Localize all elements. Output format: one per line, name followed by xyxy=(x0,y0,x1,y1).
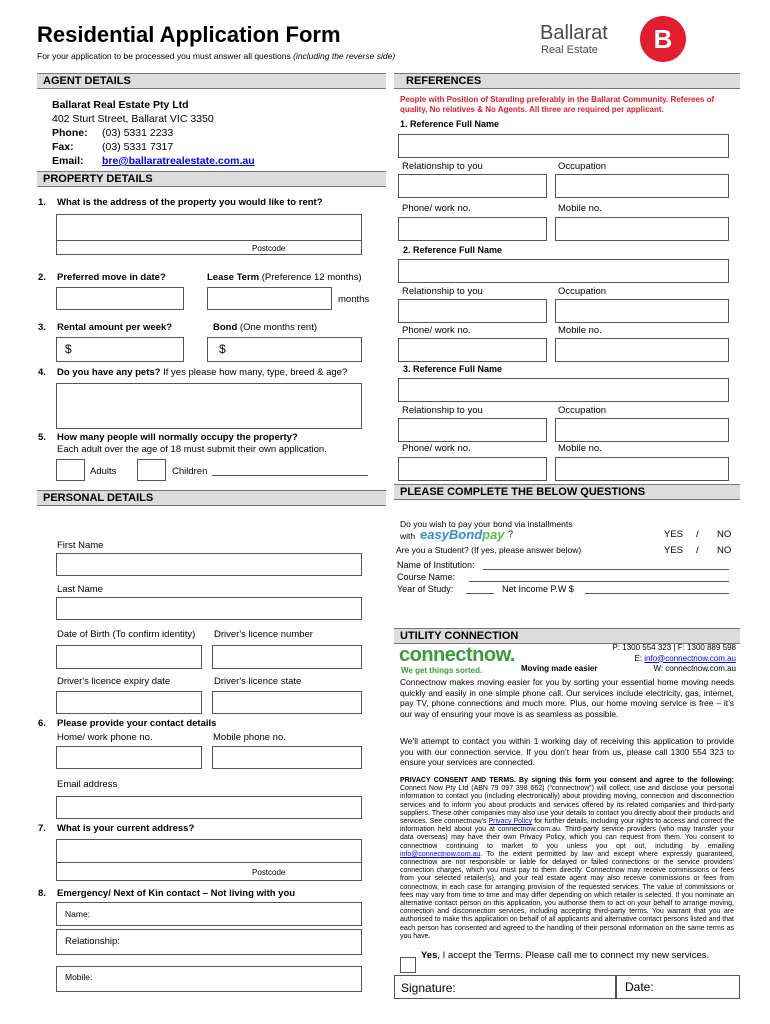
question-mark: ? xyxy=(508,529,514,539)
ref1-phone-input[interactable] xyxy=(398,217,547,241)
income-label: Net Income P.W $ xyxy=(502,584,574,594)
bond-yes[interactable]: YES xyxy=(664,529,684,540)
ref1-occupation-input[interactable] xyxy=(555,174,729,198)
utility-paragraph-1: Connectnow makes moving easier for you by sorting your essential home moving needs quickly and easily in one simple phone call. Our services include electricity, gas, internet, pay TV, phone connections and much more. Plus, our home moving service is free – it’s our way of ensuring your move is as seamless as possible. xyxy=(400,677,734,719)
bond-input[interactable] xyxy=(207,337,362,362)
mobile-phone-input[interactable] xyxy=(212,746,362,769)
q3-label: Rental amount per week? xyxy=(57,322,173,333)
home-phone-input[interactable] xyxy=(56,746,202,769)
course-label: Course Name: xyxy=(397,572,456,582)
ref2-phone-label: Phone/ work no. xyxy=(402,325,471,336)
ref1-mobile-input[interactable] xyxy=(555,217,729,241)
bond-slash: / xyxy=(696,529,699,540)
agent-fax-label: Fax: xyxy=(52,141,74,153)
divider xyxy=(56,862,362,863)
ref1-occupation-label: Occupation xyxy=(558,161,607,172)
dob-input[interactable] xyxy=(56,645,202,669)
connectnow-email-link[interactable]: info@connectnow.com.au xyxy=(644,653,736,663)
income-input[interactable] xyxy=(585,593,729,594)
bond-no[interactable]: NO xyxy=(717,529,732,540)
current-address-input[interactable] xyxy=(56,839,362,881)
signature-label: Signature: xyxy=(401,981,456,995)
moving-made-easier: Moving made easier xyxy=(521,664,598,673)
children-line xyxy=(212,475,368,476)
student-no[interactable]: NO xyxy=(717,545,732,556)
student-slash: / xyxy=(696,545,699,556)
q5-label: How many people will normally occupy the property? xyxy=(57,432,298,443)
divider xyxy=(56,240,362,241)
agent-fax: (03) 5331 7317 xyxy=(102,141,174,153)
personal-details-heading: PERSONAL DETAILS xyxy=(37,490,386,506)
name-label: Name: xyxy=(65,909,91,919)
ref3-relationship-label: Relationship to you xyxy=(402,405,483,416)
date-input[interactable] xyxy=(616,975,740,999)
q4-number: 4. xyxy=(38,367,46,378)
q8-label: Emergency/ Next of Kin contact – Not living with you xyxy=(57,888,296,899)
references-heading: REFERENCES xyxy=(394,73,740,89)
with-label: with xyxy=(400,531,416,541)
q4-label: Do you have any pets? If yes please how many, type, breed & age? xyxy=(57,367,348,378)
logo-letter: B xyxy=(653,24,673,54)
accept-terms-label: Yes, I accept the Terms. Please call me to connect my new services. xyxy=(421,950,710,961)
ref2-relationship-label: Relationship to you xyxy=(402,286,483,297)
institution-label: Name of Institution: xyxy=(397,560,475,570)
lease-term-input[interactable] xyxy=(207,287,332,310)
mobile-label: Mobile: xyxy=(65,972,93,982)
ref2-mobile-input[interactable] xyxy=(555,338,729,362)
student-question: Are you a Student? (If yes, please answer below) xyxy=(396,545,582,555)
postcode-label: Postcode xyxy=(252,868,286,877)
last-name-input[interactable] xyxy=(56,597,362,620)
licence-state-input[interactable] xyxy=(212,691,362,714)
months-label: months xyxy=(338,294,370,305)
emergency-mobile-input[interactable] xyxy=(56,966,362,992)
children-label: Children xyxy=(172,466,208,477)
q1-label: What is the address of the property you would like to rent? xyxy=(57,197,323,208)
student-yes[interactable]: YES xyxy=(664,545,684,556)
q6-number: 6. xyxy=(38,718,46,729)
licence-number-input[interactable] xyxy=(212,645,362,669)
home-phone-label: Home/ work phone no. xyxy=(57,732,153,743)
privacy-policy-link[interactable]: Privacy Policy xyxy=(488,818,533,826)
agent-phone-label: Phone: xyxy=(52,127,88,139)
agent-phone: (03) 5331 2233 xyxy=(102,127,174,139)
last-name-label: Last Name xyxy=(57,584,103,595)
dollar-sign: $ xyxy=(65,342,72,356)
dob-label: Date of Birth (To confirm identity) xyxy=(57,629,196,640)
course-input[interactable] xyxy=(469,581,729,582)
bond-label: Bond (One months rent) xyxy=(213,322,318,333)
date-label: Date: xyxy=(625,980,654,994)
ref2-occupation-input[interactable] xyxy=(555,299,729,323)
q1-number: 1. xyxy=(38,197,46,208)
emergency-name-input[interactable] xyxy=(56,902,362,926)
q7-number: 7. xyxy=(38,823,46,834)
form-subtitle: For your application to be processed you must answer all questions (including the reverse side) xyxy=(37,51,396,61)
ref2-phone-input[interactable] xyxy=(398,338,547,362)
postcode-label: Postcode xyxy=(252,244,286,253)
ref3-name-input[interactable] xyxy=(398,378,729,402)
contact-phone-fax: P: 1300 554 323 | F: 1300 889 598 xyxy=(612,643,736,652)
privacy-terms: PRIVACY CONSENT AND TERMS. By signing this form you consent and agree to the following: Connect Now Pty Ltd (ABN 79 097 398 662) (“connectnow”) will collect, use and disclose your personal information to contact you (including electronically) about providing moving, connection and disconnection services and to inform you about products and services offered by its related companies and third-party suppliers. These other companies may also use your details to contact you directly about their products and services. See connectnow’s Privacy Policy for further details, including your rights to access and correct the information held about you at connectnow.com.au. Third-party service providers (who may transfer your data overseas) may have their own Privacy Policy, which you can request from them. You consent to connectnow continuing to market to you unless you opt out, including by emailing info@connectnow.com.au. To the extent permitted by law and except where expressly guaranteed, connectnow are not responsible or liable for delayed or failed connections or the service providers’ connection charges, which you must pay to them directly. Connectnow may receive commissions or fees from your selected retailer(s), and your real estate agent may also receive commissions or fees from connectnow, in each case for arranging provision of the requested services. The value of commissions or fees may vary from time to time and may differ depending on which retailer is selected. If you nominate an alternative contact person on this application, you authorise them to act on your behalf to arrange moving, connection and disconnection services, including accepting third-party terms. You warrant that you are authorised to make this application on behalf of all applicants and alternative contact persons listed and that each person has consented and agreed to the handling of their personal information on the same terms as you have. xyxy=(400,777,735,940)
agent-details-heading: AGENT DETAILS xyxy=(37,73,386,89)
q5-number: 5. xyxy=(38,432,46,443)
ref2-occupation-label: Occupation xyxy=(558,286,607,297)
bond-installments-question: Do you wish to pay your bond via installments xyxy=(400,519,573,529)
agent-email-link[interactable]: bre@ballaratrealestate.com.au xyxy=(102,155,255,167)
relationship-label: Relationship: xyxy=(65,936,120,947)
connectnow-logo: connectnow. xyxy=(399,644,515,666)
agent-details xyxy=(52,98,255,168)
ref2-label: 2. Reference Full Name xyxy=(403,245,503,255)
first-name-input[interactable] xyxy=(56,553,362,576)
accept-terms-checkbox[interactable] xyxy=(400,957,416,973)
agent-email-label: Email: xyxy=(52,155,84,167)
ref1-relationship-label: Relationship to you xyxy=(402,161,483,172)
ref2-mobile-label: Mobile no. xyxy=(558,325,602,336)
licence-state-label: Driver's licence state xyxy=(214,676,302,687)
utility-heading: UTILITY CONNECTION xyxy=(394,628,740,644)
q8-number: 8. xyxy=(38,888,46,899)
ref1-label: 1. Reference Full Name xyxy=(400,119,500,129)
ref3-mobile-label: Mobile no. xyxy=(558,443,602,454)
easybondpay-logo: easyBondpay xyxy=(420,527,505,542)
references-note: People with Position of Standing preferably in the Ballarat Community. Referees of quality, No relatives & No Agents. All three are required per applicant. xyxy=(400,95,715,114)
ref3-relationship-input[interactable] xyxy=(398,418,547,442)
year-input[interactable] xyxy=(466,593,494,594)
dollar-sign: $ xyxy=(219,342,226,356)
q6-label: Please provide your contact details xyxy=(57,718,217,729)
email-label: Email address xyxy=(57,779,118,790)
ref1-relationship-input[interactable] xyxy=(398,174,547,198)
rent-amount-input[interactable] xyxy=(56,337,184,362)
contact-website: W: connectnow.com.au xyxy=(653,664,736,673)
utility-paragraph-2: We’ll attempt to contact you within 1 working day of receiving this application to provide you with our connection service. If you don’t hear from us, please call 1300 554 323 to ensure your services are connected. xyxy=(400,736,734,767)
mobile-phone-label: Mobile phone no. xyxy=(213,732,286,743)
first-name-label: First Name xyxy=(57,540,104,551)
emergency-relationship-input[interactable] xyxy=(56,929,362,955)
agent-address: 402 Sturt Street, Ballarat VIC 3350 xyxy=(52,113,214,125)
connectnow-tagline: We get things sorted. xyxy=(401,666,483,675)
ref2-name-input[interactable] xyxy=(398,259,729,283)
ref3-occupation-input[interactable] xyxy=(555,418,729,442)
property-address-input[interactable] xyxy=(56,214,362,255)
logo-text: Ballarat xyxy=(540,22,608,44)
pets-input[interactable] xyxy=(56,383,362,429)
ref3-label: 3. Reference Full Name xyxy=(403,364,503,374)
q2-number: 2. xyxy=(38,272,46,283)
connectnow-contact: P: 1300 554 323 | F: 1300 889 598 E: info@connectnow.com.au W: connectnow.com.au xyxy=(560,643,736,675)
licence-expiry-input[interactable] xyxy=(56,691,202,714)
form-title: Residential Application Form xyxy=(37,22,341,47)
ref1-mobile-label: Mobile no. xyxy=(558,203,602,214)
ref3-phone-label: Phone/ work no. xyxy=(402,443,471,454)
licence-expiry-label: Driver's licence expiry date xyxy=(57,676,171,687)
move-in-date-input[interactable] xyxy=(56,287,184,310)
institution-input[interactable] xyxy=(483,569,729,570)
children-input[interactable] xyxy=(137,459,166,481)
ref3-phone-input[interactable] xyxy=(398,457,547,481)
q3-number: 3. xyxy=(38,322,46,333)
lease-term-label: Lease Term (Preference 12 months) xyxy=(207,272,362,283)
ref3-mobile-input[interactable] xyxy=(555,457,729,481)
year-label: Year of Study: xyxy=(397,584,454,594)
licence-number-label: Driver's licence number xyxy=(214,629,313,640)
q2-label: Preferred move in date? xyxy=(57,272,166,283)
privacy-email-link[interactable]: info@connectnow.com.au xyxy=(400,850,481,858)
questions-heading: PLEASE COMPLETE THE BELOW QUESTIONS xyxy=(394,484,740,500)
ref3-occupation-label: Occupation xyxy=(558,405,607,416)
adults-input[interactable] xyxy=(56,459,85,481)
q5-sublabel: Each adult over the age of 18 must submit their own application. xyxy=(57,444,327,455)
ref1-phone-label: Phone/ work no. xyxy=(402,203,471,214)
email-input[interactable] xyxy=(56,796,362,819)
ref2-relationship-input[interactable] xyxy=(398,299,547,323)
logo-subtext: Real Estate xyxy=(541,44,598,56)
property-details-heading: PROPERTY DETAILS xyxy=(37,171,386,187)
agent-company: Ballarat Real Estate Pty Ltd xyxy=(52,99,189,111)
ref1-name-input[interactable] xyxy=(398,134,729,158)
q7-label: What is your current address? xyxy=(57,823,195,834)
adults-label: Adults xyxy=(90,466,117,477)
signature-input[interactable] xyxy=(394,975,616,999)
